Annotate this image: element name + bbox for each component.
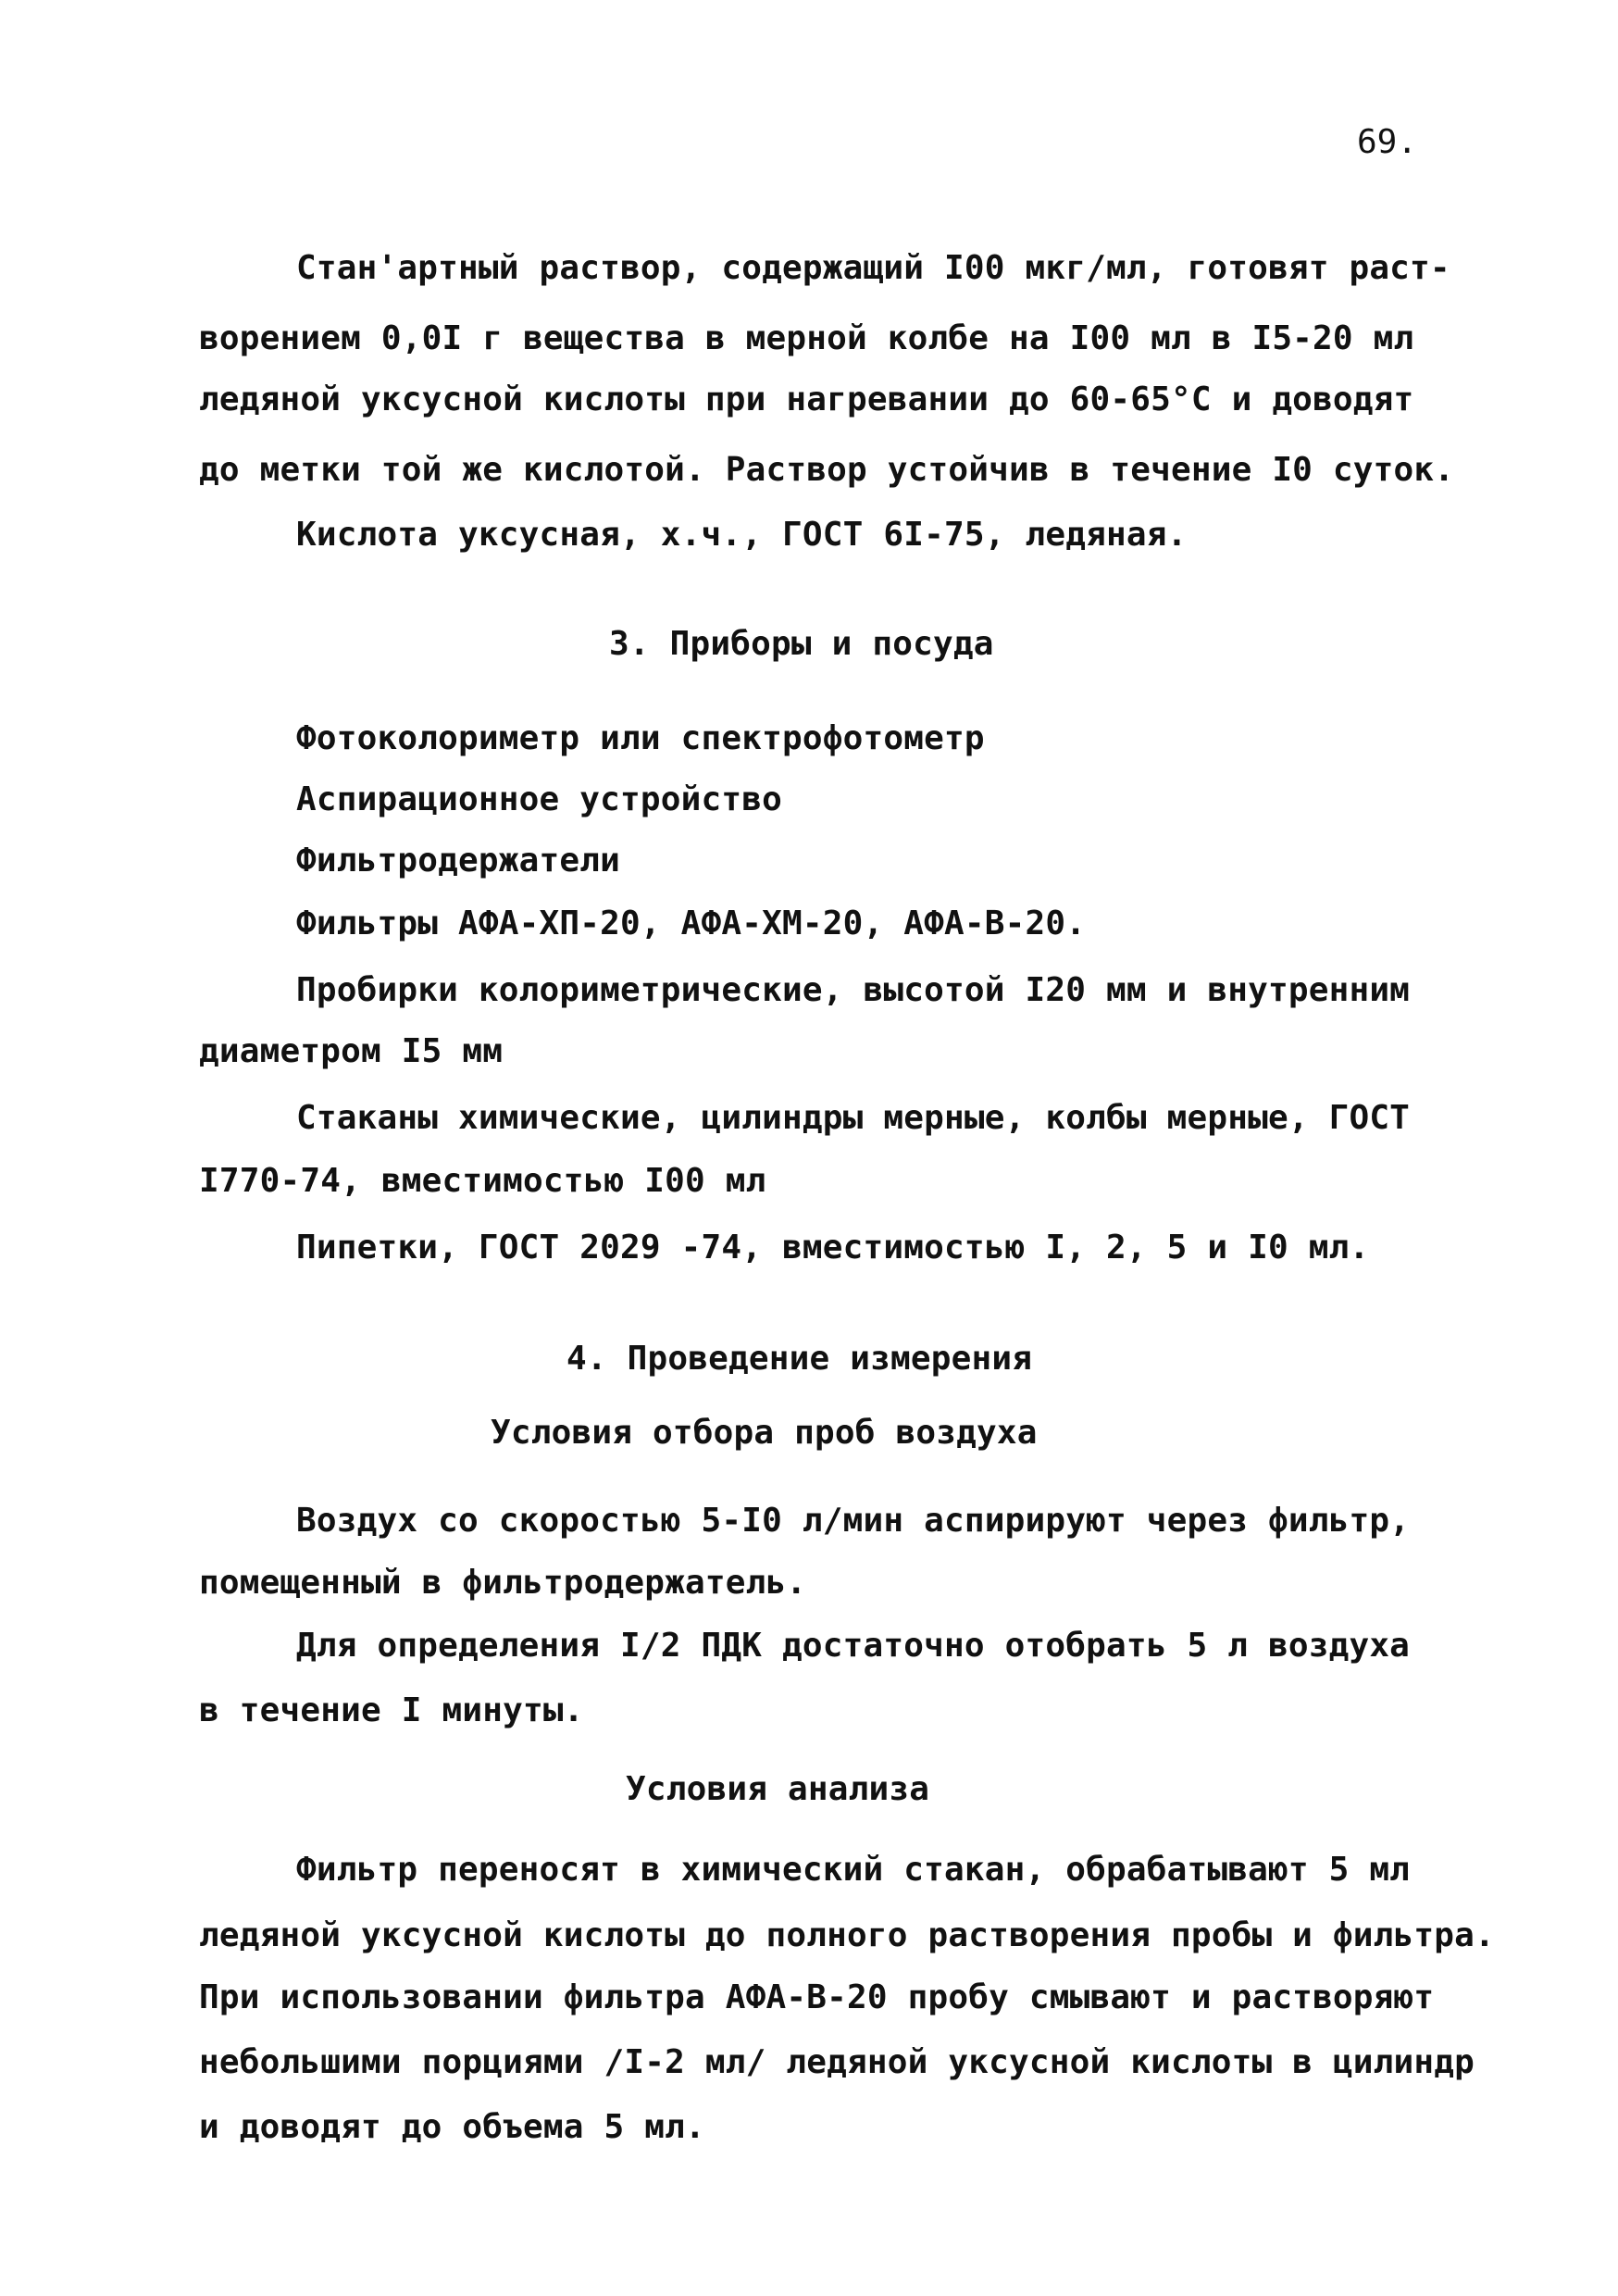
- page-number: 69.: [1357, 123, 1418, 161]
- text-line: небольшими порциями /I-2 мл/ ледяной уксусной кислоты в цилиндр: [199, 2043, 1475, 2081]
- text-line: Кислота уксусная, х.ч., ГОСТ 6I-75, ледяная.: [296, 516, 1188, 554]
- text-line: помещенный в фильтродержатель.: [199, 1564, 807, 1602]
- text-line: Фильтр переносят в химический стакан, обрабатывают 5 мл: [296, 1851, 1411, 1889]
- text-line: ледяной уксусной кислоты до полного растворения пробы и фильтра.: [199, 1916, 1495, 1954]
- text-line: При использовании фильтра АФА-В-20 пробу смывают и растворяют: [199, 1978, 1435, 2016]
- text-line: ледяной уксусной кислоты при нагревании до 60-65°С и доводят: [199, 381, 1414, 418]
- list-item: I770-74, вместимостью I00 мл: [199, 1162, 766, 1200]
- subsection-heading: Условия анализа: [626, 1770, 930, 1808]
- list-item: Пипетки, ГОСТ 2029 -74, вместимостью I, 2, 5 и I0 мл.: [296, 1229, 1370, 1267]
- section-heading: 3. Приборы и посуда: [609, 625, 994, 663]
- text-line: в течение I минуты.: [199, 1691, 584, 1729]
- list-item: диаметром I5 мм: [199, 1032, 504, 1070]
- list-item: Фильтродержатели: [296, 842, 620, 880]
- list-item: Аспирационное устройство: [296, 780, 782, 818]
- text-line: Стан'артный раствор, содержащий I00 мкг/мл, готовят раст-: [296, 249, 1450, 287]
- list-item: Пробирки колориметрические, высотой I20 мм и внутренним: [296, 971, 1411, 1009]
- text-line: ворением 0,0I г вещества в мерной колбе на I00 мл в I5-20 мл: [199, 319, 1414, 357]
- text-line: Воздух со скоростью 5-I0 л/мин аспирируют через фильтр,: [296, 1502, 1411, 1540]
- list-item: Фотоколориметр или спектрофотометр: [296, 719, 985, 757]
- section-heading: 4. Проведение измерения: [566, 1340, 1033, 1378]
- text-line: Для определения I/2 ПДК достаточно отобрать 5 л воздуха: [296, 1627, 1411, 1665]
- subsection-heading: Условия отбора проб воздуха: [491, 1414, 1038, 1452]
- list-item: Стаканы химические, цилиндры мерные, колбы мерные, ГОСТ: [296, 1099, 1411, 1137]
- list-item: Фильтры АФА-ХП-20, АФА-ХМ-20, АФА-В-20.: [296, 905, 1087, 942]
- text-line: до метки той же кислотой. Раствор устойчив в течение I0 суток.: [199, 451, 1455, 489]
- text-line: и доводят до объема 5 мл.: [199, 2108, 705, 2146]
